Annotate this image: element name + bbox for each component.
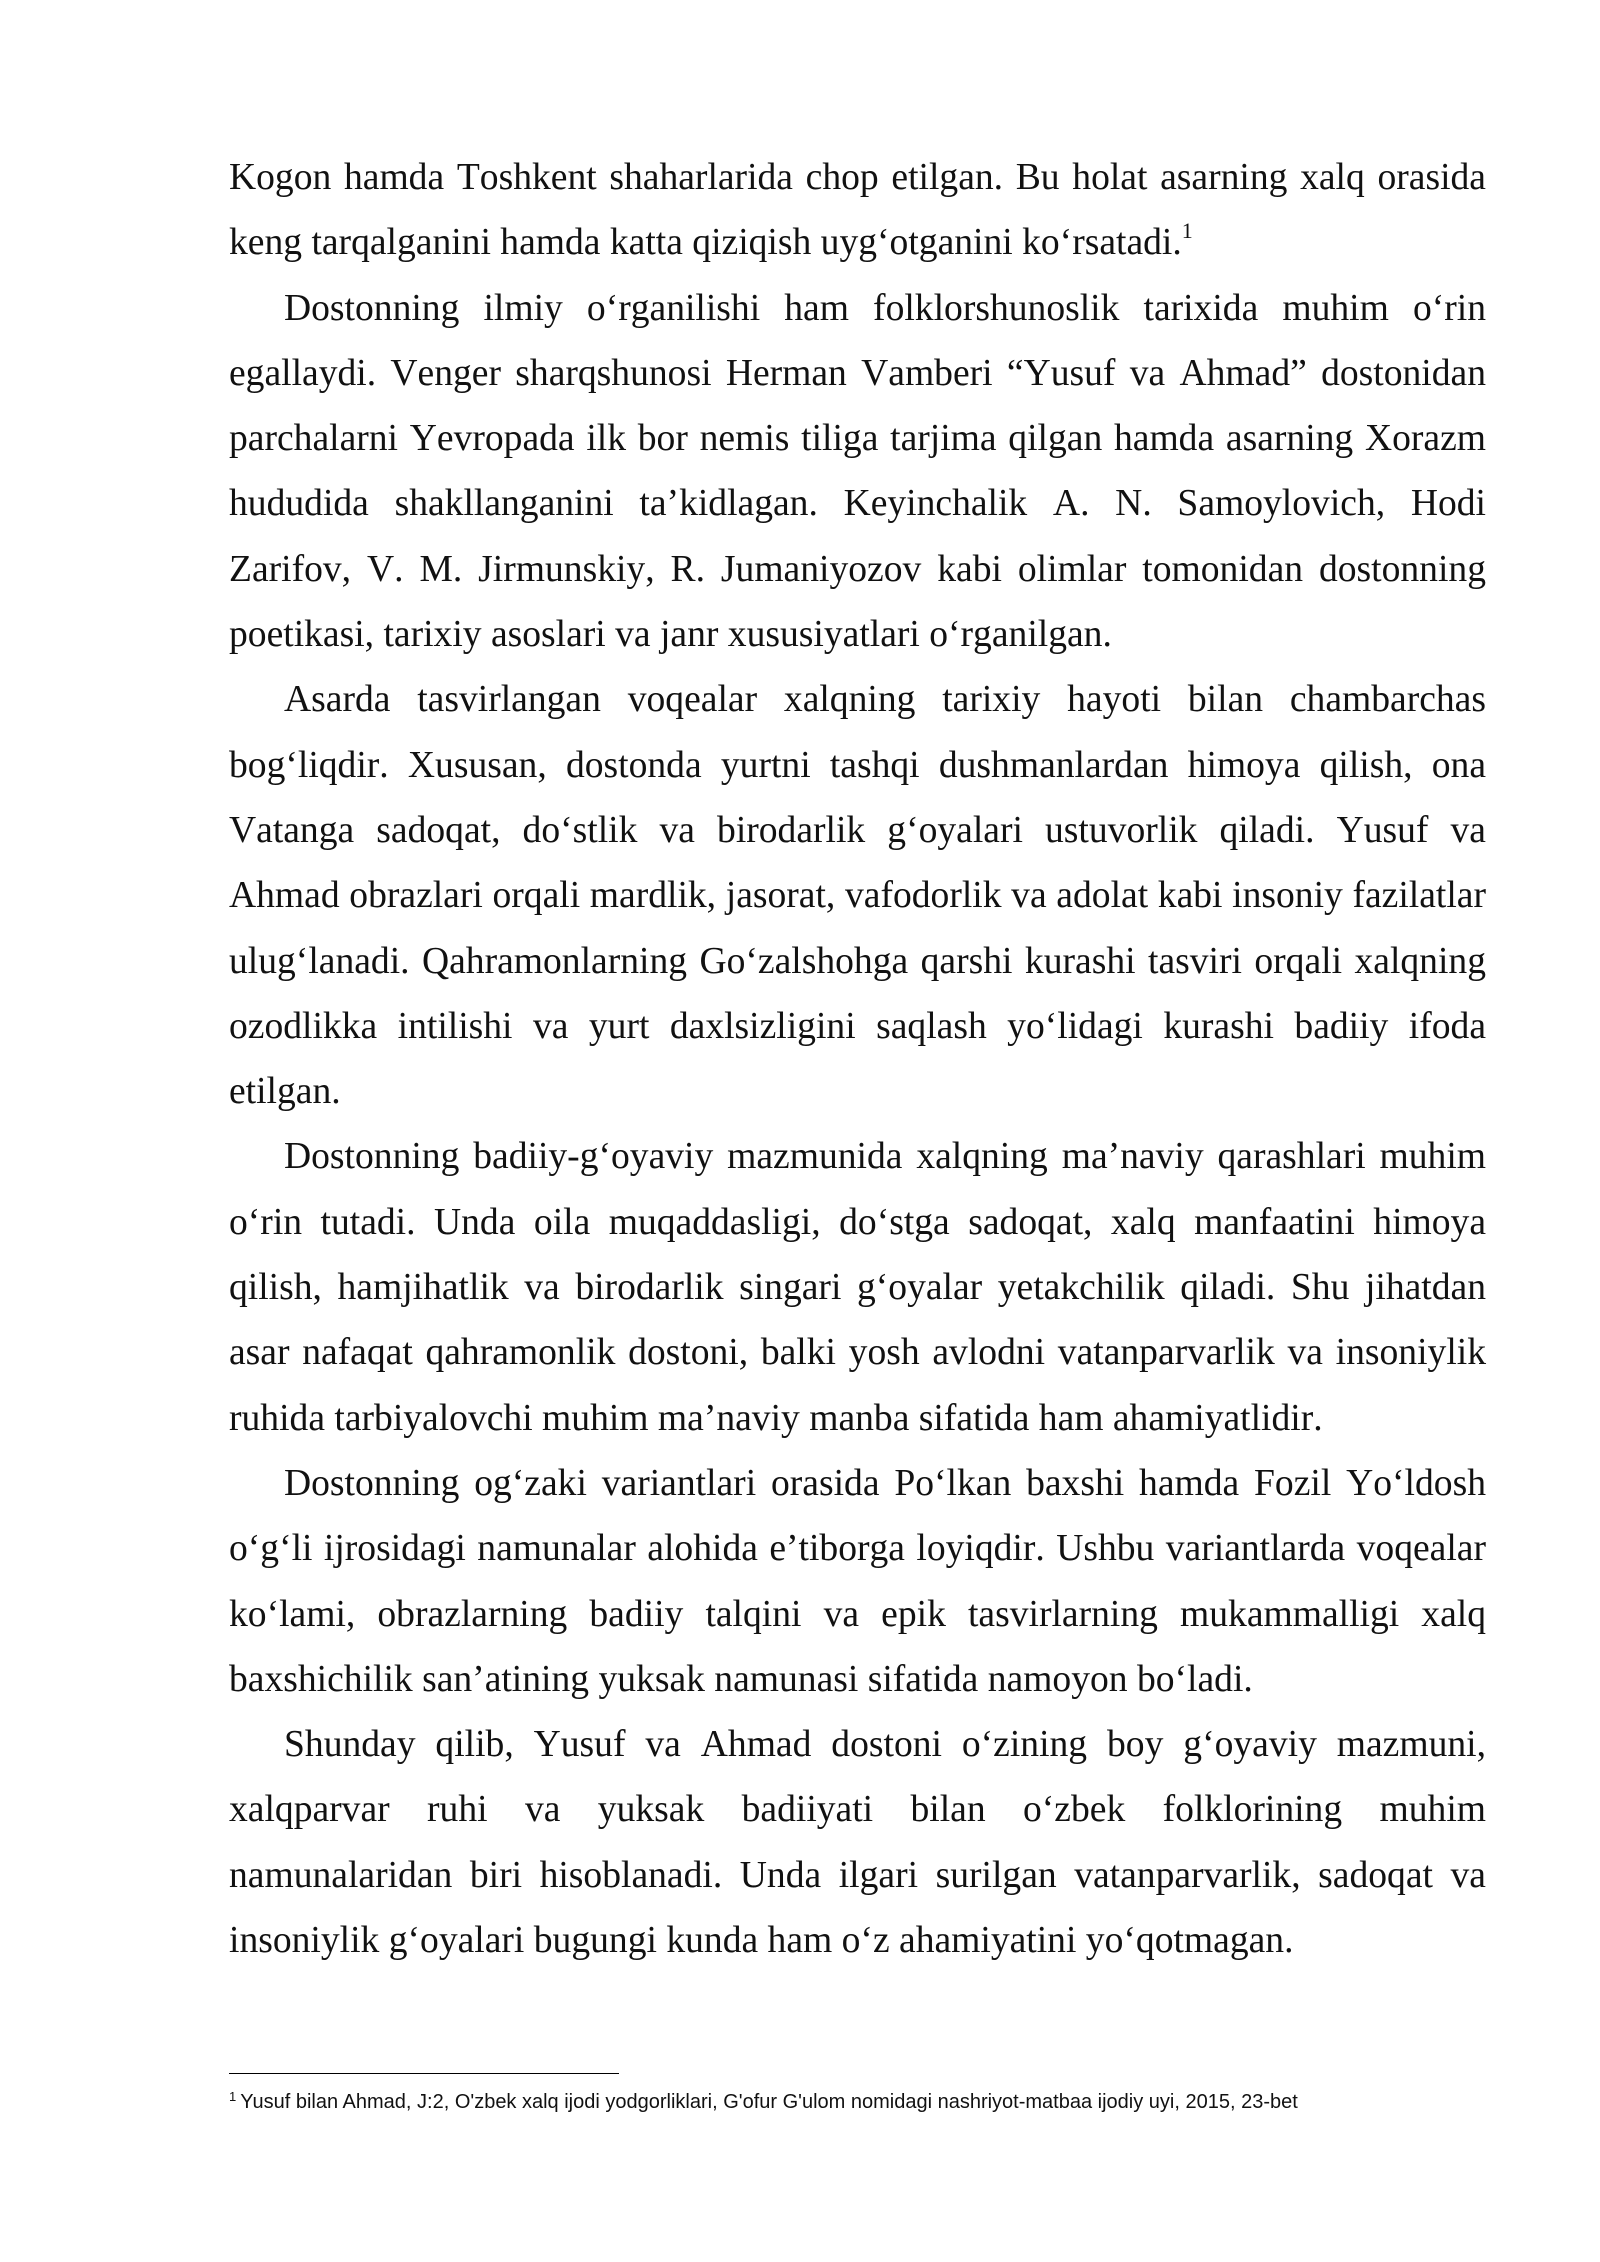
body-paragraph: Dostonning og‘zaki variantlari orasida Po‘lkan baxshi hamda Fozil Yo‘ldosh o‘g‘li ijrosidagi namunalar alohida e’tiborga loyiqdir. Ushbu variantlarda voqealar ko‘lami, obrazlarning badiiy talqini va epik tasvirlarning mukammalligi xalq baxshichilik san’atining yuksak namunasi sifatida namoyon bo‘ladi. [229, 1462, 1486, 1700]
paragraph-text: Kogon hamda Toshkent shaharlarida chop etilgan. Bu holat asarning xalq orasida keng tarqalganini hamda katta qiziqish uyg‘otganini ko‘rsatadi. [229, 157, 1486, 264]
body-paragraph [229, 145, 1486, 276]
footnote-separator [229, 2073, 619, 2074]
body-paragraph: Shunday qilib, Yusuf va Ahmad dostoni o‘zining boy g‘oyaviy mazmuni, xalqparvar ruhi va yuksak badiiyati bilan o‘zbek folklorining muhim namunalaridan biri hisoblanadi. Unda ilgari surilgan vatanparvarlik, sadoqat va insoniylik g‘oyalari bugungi kunda ham o‘z ahamiyatini yo‘qotmagan. [229, 1724, 1486, 1962]
body-paragraph: Asarda tasvirlangan voqealar xalqning tarixiy hayoti bilan chambarchas bog‘liqdir. Xususan, dostonda yurtni tashqi dushmanlardan himoya qilish, ona Vatanga sadoqat, do‘stlik va birodarlik g‘oyalari ustuvorlik qiladi. Yusuf va Ahmad obrazlari orqali mardlik, jasorat, vafodorlik va adolat kabi insoniy fazilatlar ulug‘lanadi. Qahramonlarning Go‘zalshohga qarshi kurashi tasviri orqali xalqning ozodlikka intilishi va yurt daxlsizligini saqlash yo‘lidagi kurashi badiiy ifoda etilgan. [229, 679, 1486, 1113]
body-text [229, 145, 1486, 1973]
footnote [229, 2088, 1486, 2116]
body-paragraph: Dostonning badiiy-g‘oyaviy mazmunida xalqning ma’naviy qarashlari muhim o‘rin tutadi. Unda oila muqaddasligi, do‘stga sadoqat, xalq manfaatini himoya qilish, hamjihatlik va birodarlik singari g‘oyalar yetakchilik qiladi. Shu jihatdan asar nafaqat qahramonlik dostoni, balki yosh avlodni vatanparvarlik va insoniylik ruhida tarbiyalovchi muhim ma’naviy manba sifatida ham ahamiyatlidir. [229, 1136, 1486, 1439]
body-paragraph: Dostonning ilmiy o‘rganilishi ham folklorshunoslik tarixida muhim o‘rin egallaydi. Venger sharqshunosi Herman Vamberi “Yusuf va Ahmad” dostonidan parchalarni Yevropada ilk bor nemis tiliga tarjima qilgan hamda asarning Xorazm hududida shakllanganini ta’kidlagan. Keyinchalik A. N. Samoylovich, Hodi Zarifov, V. M. Jirmunskiy, R. Jumaniyozov kabi olimlar tomonidan dostonning poetikasi, tarixiy asoslari va janr xususiyatlari o‘rganilgan. [229, 287, 1486, 656]
footnote-reference[interactable]: 1 [1181, 217, 1193, 243]
footnote-marker: 1 [229, 2088, 237, 2104]
footnote-text: Yusuf bilan Ahmad, J:2, O'zbek xalq ijodi yodgorliklari, G'ofur G'ulom nomidagi nashriyot-matbaa ijodiy uyi, 2015, 23-bet [240, 2091, 1298, 2113]
